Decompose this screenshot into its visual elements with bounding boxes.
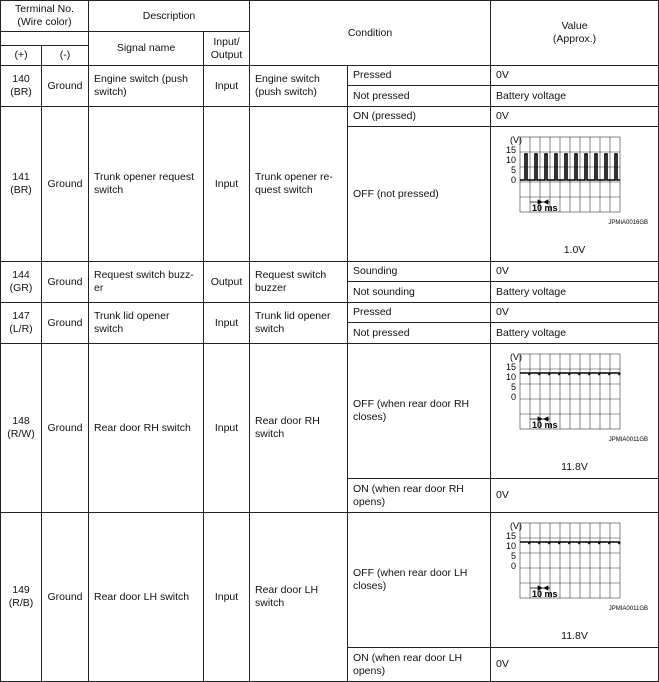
cond-147-2: Not pressed [348, 323, 491, 344]
ground-140: Ground [42, 66, 89, 107]
approx-label: (Approx.) [552, 33, 597, 45]
io-148: Input [204, 344, 250, 513]
cond-141-1: ON (pressed) [348, 107, 491, 127]
terminal-148: 148 (R/W) [1, 344, 42, 513]
value-148-2: 0V [491, 479, 659, 513]
wave-148-tick-15: 15 [505, 361, 516, 372]
description-header: Description [89, 1, 250, 32]
wave-141-tick-5: 5 [510, 164, 516, 175]
value-149-voltage: 11.8V [561, 629, 588, 642]
cond-main-140: Engine switch (push switch) [250, 66, 348, 107]
ground-149: Ground [42, 513, 89, 682]
wave-141-time-label: 10 ms [531, 202, 558, 213]
signal-147: Trunk lid opener switch [89, 303, 204, 344]
cond-main-147: Trunk lid opener switch [250, 303, 348, 344]
value-149-2: 0V [491, 648, 659, 682]
cond-main-144: Request switch buzzer [250, 262, 348, 303]
value-147-1: 0V [491, 303, 659, 323]
cond-main-149: Rear door LH switch [250, 513, 348, 682]
value-label: Value [561, 20, 588, 32]
wave-141-tick-0: 0 [510, 174, 516, 185]
wave-148-tick-5: 5 [510, 381, 516, 392]
cond-140-1: Pressed [348, 66, 491, 86]
io-header [204, 32, 250, 66]
terminal-141: 141 (BR) [1, 107, 42, 262]
wave-149-code: JPMIA0011GB [608, 605, 648, 612]
value-141-1: 0V [491, 107, 659, 127]
wave-148-code: JPMIA0011GB [608, 436, 648, 443]
wave-149-tick-5: 5 [510, 550, 516, 561]
cond-main-141: Trunk opener re-quest switch [250, 107, 348, 262]
io-label-1: Input/ [213, 35, 240, 48]
value-148-1 [491, 344, 659, 479]
cond-144-2: Not sounding [348, 282, 491, 303]
wave-149-tick-0: 0 [510, 560, 516, 571]
signal-141: Trunk opener request switch [89, 107, 204, 262]
wave-148-unit: (V) [509, 351, 522, 362]
plus-header: (+) [1, 46, 42, 66]
ground-148: Ground [42, 344, 89, 513]
wave-141-tick-10: 10 [505, 154, 516, 165]
waveform-148 [500, 349, 650, 459]
waveform-149 [500, 518, 650, 628]
wave-148-tick-10: 10 [505, 371, 516, 382]
ground-144: Ground [42, 262, 89, 303]
io-140: Input [204, 66, 250, 107]
cond-140-2: Not pressed [348, 86, 491, 107]
terminal-no-header [1, 1, 89, 32]
io-149: Input [204, 513, 250, 682]
signal-144: Request switch buzz-er [89, 262, 204, 303]
condition-header: Condition [250, 1, 491, 66]
signal-140: Engine switch (push switch) [89, 66, 204, 107]
ground-141: Ground [42, 107, 89, 262]
terminal-149: 149 (R/B) [1, 513, 42, 682]
wave-149-trace [520, 542, 620, 544]
signal-149: Rear door LH switch [89, 513, 204, 682]
wire-color-label: (Wire color) [17, 16, 72, 28]
value-140-2: Battery voltage [491, 86, 659, 107]
wave-141-tick-15: 15 [505, 144, 516, 155]
signal-148: Rear door RH switch [89, 344, 204, 513]
wave-149-grid [520, 523, 620, 598]
wave-141-unit: (V) [509, 134, 522, 145]
value-header [491, 1, 659, 66]
io-144: Output [204, 262, 250, 303]
ground-147: Ground [42, 303, 89, 344]
io-141: Input [204, 107, 250, 262]
value-140-1: 0V [491, 66, 659, 86]
wave-148-trace [520, 373, 620, 375]
wave-149-unit: (V) [509, 520, 522, 531]
value-141-voltage: 1.0V [563, 243, 586, 256]
io-label-2: Output [210, 48, 243, 61]
value-144-1: 0V [491, 262, 659, 282]
signal-name-header: Signal name [89, 32, 204, 66]
value-141-2 [491, 127, 659, 262]
cond-148-1: OFF (when rear door RH closes) [348, 344, 491, 479]
waveform-141 [500, 132, 650, 242]
wave-148-time-label: 10 ms [531, 419, 558, 430]
wave-148-grid [520, 354, 620, 429]
terminal-header-spacer [1, 32, 89, 46]
cond-149-1: OFF (when rear door LH closes) [348, 513, 491, 648]
cond-141-2: OFF (not pressed) [348, 127, 491, 262]
terminal-144: 144 (GR) [1, 262, 42, 303]
terminal-147: 147 (L/R) [1, 303, 42, 344]
value-148-voltage: 11.8V [561, 460, 588, 473]
terminal-140: 140 (BR) [1, 66, 42, 107]
value-149-1 [491, 513, 659, 648]
cond-main-148: Rear door RH switch [250, 344, 348, 513]
value-147-2: Battery voltage [491, 323, 659, 344]
minus-header: (-) [42, 46, 89, 66]
wave-149-tick-15: 15 [505, 530, 516, 541]
cond-144-1: Sounding [348, 262, 491, 282]
cond-149-2: ON (when rear door LH opens) [348, 648, 491, 682]
wave-149-time-label: 10 ms [531, 588, 558, 599]
wave-148-tick-0: 0 [510, 391, 516, 402]
cond-148-2: ON (when rear door RH opens) [348, 479, 491, 513]
cond-147-1: Pressed [348, 303, 491, 323]
value-144-2: Battery voltage [491, 282, 659, 303]
io-147: Input [204, 303, 250, 344]
terminal-no-label: Terminal No. [15, 3, 74, 15]
wave-141-code: JPMIA0016GB [607, 219, 648, 226]
wave-149-tick-10: 10 [505, 540, 516, 551]
